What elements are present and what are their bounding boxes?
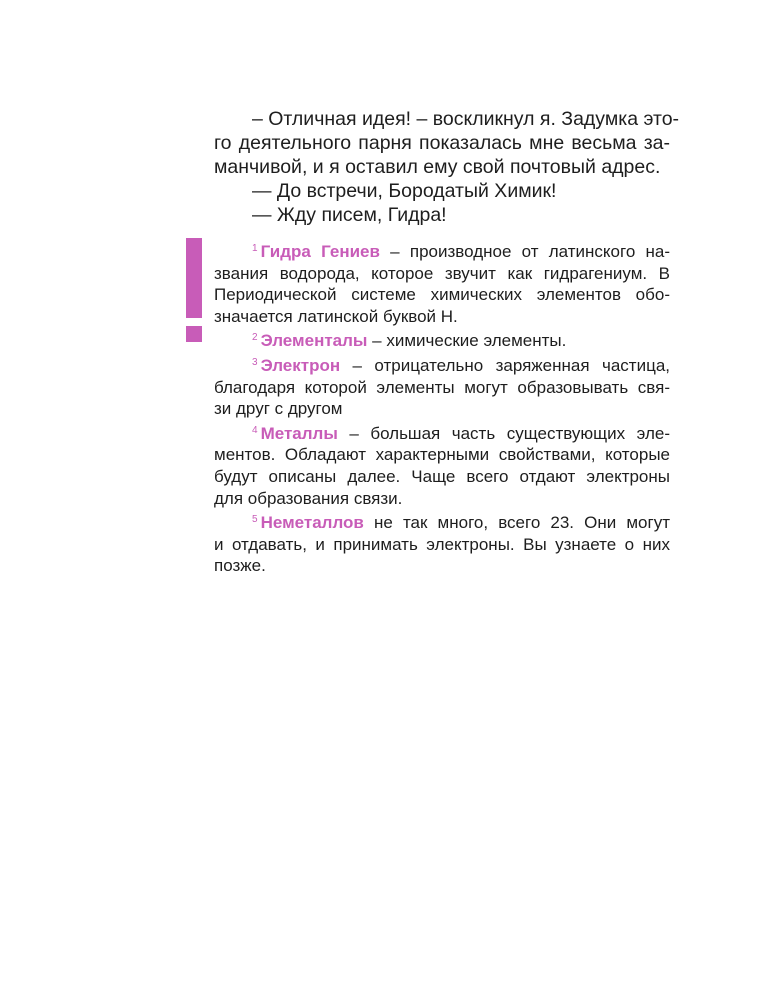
footnote-text: – химические элементы. [367, 331, 567, 351]
footnote-line: будут описаны далее. Чаще всего отдают электроны [214, 466, 670, 486]
footnote-line: для образования связи. [214, 488, 403, 508]
story-line: – Отличная идея! – воскликнул я. Задумка это- [252, 108, 680, 130]
footnote-number: 5 [252, 514, 258, 526]
footnote-line: ментов. Обладают характерными свойствами, которые [214, 445, 670, 465]
footnote-text: – производное от латинского на- [379, 242, 670, 261]
footnote-term: Элементалы [260, 331, 368, 351]
footnote-text: не так много, всего 23. Они могут [363, 513, 670, 533]
footnote-line: значается латинской буквой Н. [214, 306, 458, 326]
footnote-text: – большая часть существующих эле- [337, 423, 670, 443]
footnote-number: 3 [252, 356, 258, 368]
footnote-line: благодаря которой элементы могут образовывать свя- [214, 377, 670, 397]
story-line: манчивой, и я оставил ему свой почтовый адрес. [214, 156, 661, 178]
footnote-term: Металлы [260, 423, 338, 443]
footnote-term: Неметаллов [260, 513, 364, 533]
footnote-1 [214, 238, 670, 327]
footnote-first-line [214, 238, 670, 263]
footnote-term: Гидра Гениев [260, 242, 380, 261]
footnote-text: – отрицательно заряженная частица, [340, 355, 670, 375]
footnote-4 [214, 420, 670, 509]
footnote-term: Электрон [260, 355, 341, 375]
story-paragraph-1 [214, 107, 680, 179]
story-paragraph-3 [214, 203, 670, 227]
footnote-marker-square [186, 326, 202, 342]
footnote-number: 2 [252, 332, 258, 344]
footnote-5 [214, 509, 670, 577]
footnote-number: 4 [252, 424, 258, 436]
story-text [214, 107, 680, 227]
footnote-line: звания водорода, которое звучит как гидрагениум. В [214, 263, 670, 283]
footnote-first-line [214, 352, 670, 377]
story-line: — До встречи, Бородатый Химик! [252, 180, 557, 202]
footnote-line: зи друг с другом [214, 399, 343, 419]
footnote-line: Периодической системе химических элементов обо- [214, 285, 670, 305]
footnote-2 [214, 327, 670, 352]
footnote-3 [214, 352, 670, 420]
footnote-line: позже. [214, 556, 266, 576]
story-line: — Жду писем, Гидра! [252, 204, 447, 226]
footnote-first-line [214, 420, 670, 445]
footnotes-block [214, 238, 670, 577]
footnote-first-line [214, 327, 670, 352]
footnote-number: 1 [252, 243, 258, 254]
footnote-line: и отдавать, и принимать электроны. Вы узнаете о них [214, 534, 670, 554]
story-line: го деятельного парня показалась мне весьма за- [214, 132, 670, 154]
footnote-marker-bar [186, 238, 202, 318]
footnote-first-line [214, 509, 670, 534]
story-paragraph-2 [214, 179, 670, 203]
